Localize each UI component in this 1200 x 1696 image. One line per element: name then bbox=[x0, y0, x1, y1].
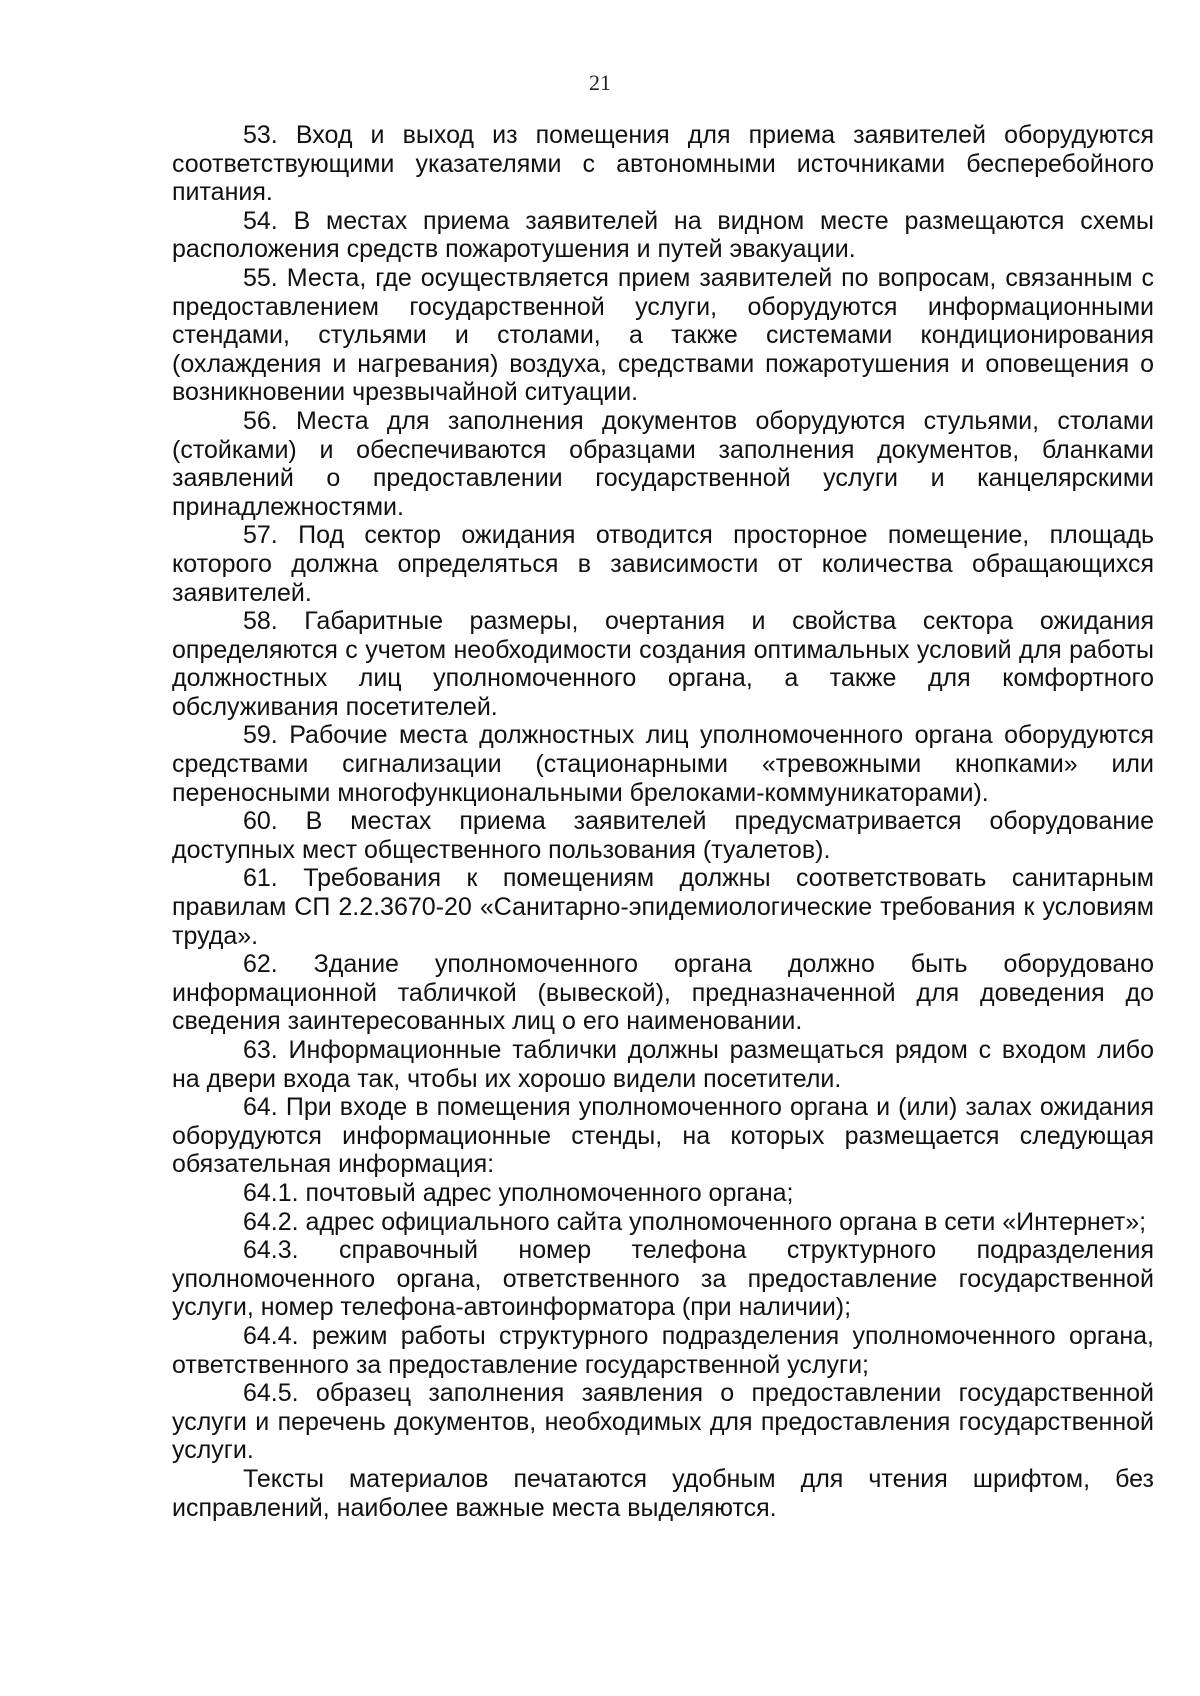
paragraph-61: 61. Требования к помещениям должны соответствовать санитарным правилам СП 2.2.3670-20 «Санитарно-эпидемиологические требования к условиям труда». bbox=[172, 864, 1154, 950]
paragraph-64-1: 64.1. почтовый адрес уполномоченного органа; bbox=[243, 1178, 794, 1207]
paragraph-54: 54. В местах приема заявителей на видном месте размещаются схемы расположения средств пожаротушения и путей эвакуации. bbox=[172, 206, 1154, 264]
paragraph-57: 57. Под сектор ожидания отводится просторное помещение, площадь которого должна определяться в зависимости от количества обращающихся заявителей. bbox=[172, 521, 1154, 607]
paragraph-53: 53. Вход и выход из помещения для приема заявителей оборудуются соответствующими указателями с автономными источниками бесперебойного питания. bbox=[172, 121, 1154, 207]
paragraph-64-3: 64.3. справочный номер телефона структурного подразделения уполномоченного органа, ответственного за предоставление государственной услуги, номер телефона-автоинформатора (при наличии); bbox=[172, 1236, 1154, 1322]
paragraph-closing: Тексты материалов печатаются удобным для чтения шрифтом, без исправлений, наиболее важные места выделяются. bbox=[172, 1464, 1154, 1522]
paragraph-60: 60. В местах приема заявителей предусматривается оборудование доступных мест общественного пользования (туалетов). bbox=[172, 807, 1154, 864]
paragraph-58: 58. Габаритные размеры, очертания и свойства сектора ожидания определяются с учетом необходимости создания оптимальных условий для работы должностных лиц уполномоченного органа, а также для комфортного обслуживания посетителей. bbox=[172, 607, 1154, 721]
paragraph-62: 62. Здание уполномоченного органа должно быть оборудовано информационной табличкой (вывеской), предназначенной для доведения до сведения заинтересованных лиц о его наименовании. bbox=[172, 950, 1154, 1036]
paragraph-55: 55. Места, где осуществляется прием заявителей по вопросам, связанным с предоставлением государственной услуги, оборудуются информационными стендами, стульями и столами, а также системами кондиционирования (охлаждения и нагревания) воздуха, средствами пожаротушения и оповещения о возникновении чрезвычайной ситуации. bbox=[172, 263, 1154, 407]
paragraph-59: 59. Рабочие места должностных лиц уполномоченного органа оборудуются средствами сигнализации (стационарными «тревожными кнопками» или переносными многофункциональными брелоками-коммуникаторами). bbox=[172, 721, 1154, 807]
paragraph-63: 63. Информационные таблички должны размещаться рядом с входом либо на двери входа так, чтобы их хорошо видели посетители. bbox=[172, 1036, 1154, 1093]
paragraph-64-5: 64.5. образец заполнения заявления о предоставлении государственной услуги и перечень документов, необходимых для предоставления государственной услуги. bbox=[172, 1379, 1154, 1465]
paragraph-64: 64. При входе в помещения уполномоченного органа и (или) залах ожидания оборудуются информационные стенды, на которых размещается следующая обязательная информация: bbox=[172, 1093, 1154, 1179]
paragraph-64-2: 64.2. адрес официального сайта уполномоченного органа в сети «Интернет»; bbox=[243, 1207, 1147, 1236]
document-body bbox=[172, 121, 1154, 1522]
page-number: 21 bbox=[589, 70, 611, 95]
paragraph-64-4: 64.4. режим работы структурного подразделения уполномоченного органа, ответственного за предоставление государственной услуги; bbox=[172, 1321, 1154, 1379]
paragraph-56: 56. Места для заполнения документов оборудуются стульями, столами (стойками) и обеспечиваются образцами заполнения документов, бланками заявлений о предоставлении государственной услуги и канцелярскими принадлежностями. bbox=[172, 406, 1154, 521]
